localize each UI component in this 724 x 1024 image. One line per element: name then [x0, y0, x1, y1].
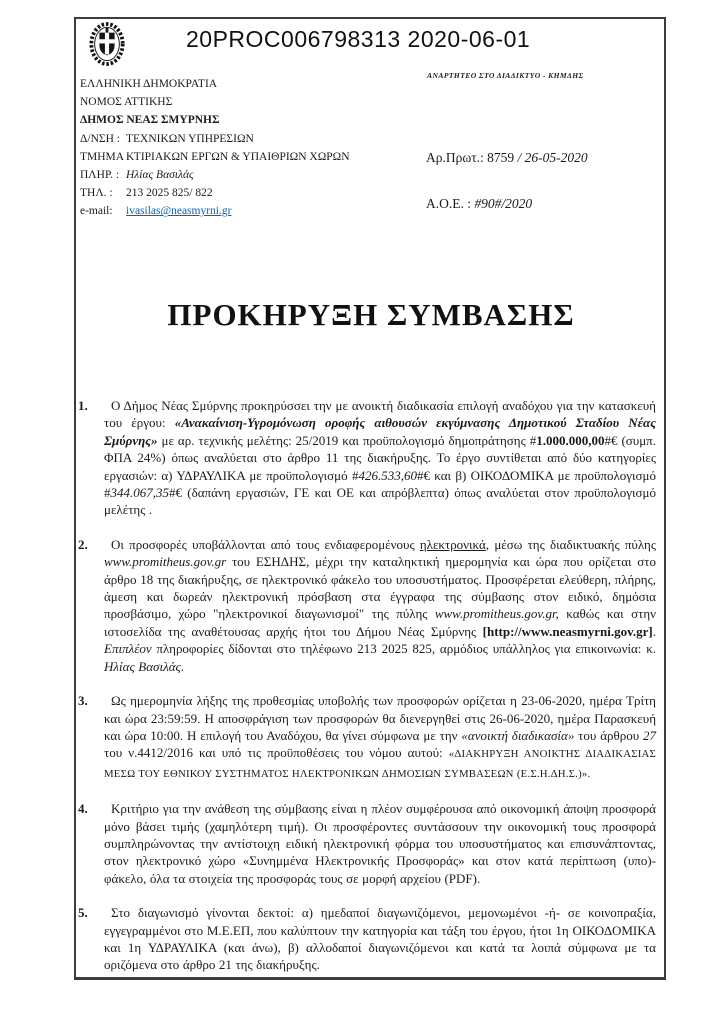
paragraph-list: [78, 397, 656, 991]
contact-label: ΠΛΗΡ. :: [80, 169, 120, 182]
paragraph: [78, 904, 656, 974]
email-link[interactable]: ivasilas@neasmyrni.gr: [126, 205, 232, 218]
paragraph: [78, 692, 656, 783]
letterhead-directorate: [80, 130, 410, 148]
email-label: e-mail:: [80, 205, 113, 218]
paragraph-text: Στο διαγωνισμό γίνονται δεκτοί: α) ημεδαποί διαγωνιζόμενοι, μεμονωμένοι -ή- σε κοινοπραξία, εγγεγραμμένοι στο Μ.Ε.ΕΠ, που καλύπτουν την κατηγορία και τάξη του έργου, ήτοι 1η ΟΙΚΟΔΟΜΙΚΑ και 1η ΥΔΡΑΥΛΙΚΑ (και άνω), β) αλλοδαποί διαγωνιζόμενοι και κατά τα λοιπά σύμφωνα με τα οριζόμενα στο άρθρο 21 της διακήρυξης.: [104, 905, 656, 973]
paragraph-text: Κριτήριο για την ανάθεση της σύμβασης είναι η πλέον συμφέρουσα από οικονομική άποψη προσφορά μόνο βάσει τιμής (χαμηλότερη τιμή). Οι προσφέροντες συντάσσουν την οικονομική τους προσφορά συμπληρώνοντας την αντίστοιχη ειδική ηλεκτρονική φόρμα του υποσυστήματος και επισυνάπτοντας, στον ηλεκτρονικό χώρο «Συνημμένα Ηλεκτρονικής Προσφοράς» και στον κατά περίπτωση (υπο)-φάκελο, όλα τα στοιχεία της προσφοράς τους σε μορφή αρχείου (PDF).: [104, 801, 656, 886]
paragraph-text: Ο Δήμος Νέας Σμύρνης προκηρύσσει την με ανοικτή διαδικασία επιλογή αναδόχου για την κατασκευή του έργου: «Ανακαίνιση-Υγρομόνωση οροφής αιθουσών εκγύμνασης Δημοτικού Σταδίου Νέας Σμύρνης» με αρ. τεχνικής μελέτης: 25/2019 και προϋπολογισμό δημοπράτησης #1.000.000,00#€ (συμπ. ΦΠΑ 24%) όπως αναλύεται στο άρθρο 11 της διακήρυξης. Το έργο συντίθεται από δύο κατηγορίες εργασιών: α) ΥΔΡΑΥΛΙΚΑ με προϋπολογισμό #426.533,60#€ και β) ΟΙΚΟΔΟΜΙΚΑ με προϋπολογισμό #344.067,35#€ (δαπάνη εργασιών, ΓΕ και ΟΕ και απρόβλεπτα) όπως αναλύεται στον προϋπολογισμό μελέτης .: [104, 398, 656, 518]
letterhead-department: [80, 148, 410, 166]
letterhead: [80, 75, 410, 221]
contact-value: Ηλίας Βασιλάς: [126, 169, 194, 182]
paragraph-number: 1.: [78, 398, 88, 413]
protocol-label: Αρ.Πρωτ.:: [426, 150, 484, 165]
paragraph-text: Ως ημερομηνία λήξης της προθεσμίας υποβολής των προσφορών ορίζεται η 23-06-2020, ημέρα Τρίτη και ώρα 23:59:59. Η αποσφράγιση των προσφορών θα διενεργηθεί στις 26-06-2020, ημέρα Παρασκευή και ώρα 10:00. Η επιλογή του Αναδόχου, θα γίνει σύμφωνα με την «ανοικτή διαδικασία» του άρθρου 27 του ν.4412/2016 και υπό τις προϋποθέσεις του νόμου αυτού: «ΔΙΑΚΗΡΥΞΗ ΑΝΟΙΚΤΗΣ ΔΙΑΔΙΚΑΣΙΑΣ ΜΕΣΩ ΤΟΥ ΕΘΝΙΚΟΥ ΣΥΣΤΗΜΑΤΟΣ ΗΛΕΚΤΡΟΝΙΚΩΝ ΔΗΜΟΣΙΩΝ ΣΥΜΒΑΣΕΩΝ (Ε.Σ.Η.ΔΗ.Σ.)».: [104, 693, 656, 780]
phone-value: 213 2025 825/ 822: [126, 187, 213, 200]
posting-notice: ΑΝΑΡΤΗΤΕΟ ΣΤΟ ΔΙΑΔΙΚΤΥΟ - ΚΗΜΔΗΣ: [427, 71, 584, 80]
greek-coat-of-arms-icon: [88, 20, 126, 68]
paragraph: [78, 397, 656, 519]
page-title: ΠΡΟΚΗΡΥΞΗ ΣΥΜΒΑΣΗΣ: [167, 297, 575, 332]
letterhead-prefecture: ΝΟΜΟΣ ΑΤΤΙΚΗΣ: [80, 96, 173, 109]
paragraph-number: 5.: [78, 905, 88, 921]
decision-value: #90#/2020: [471, 196, 533, 211]
ada-registry-number: 20PROC006798313 2020-06-01: [186, 26, 531, 52]
protocol-line: [426, 150, 588, 166]
letterhead-country: ΕΛΛΗΝΙΚΗ ΔΗΜΟΚΡΑΤΙΑ: [80, 78, 218, 90]
letterhead-email: [80, 202, 410, 220]
paragraph-text: Οι προσφορές υποβάλλονται από τους ενδιαφερομένους ηλεκτρονικά, μέσω της διαδικτυακής πύλης www.promitheus.gov.gr του ΕΣΗΔΗΣ, μέχρι την καταληκτική ημερομηνία και ώρα που ορίζεται στο άρθρο 18 της διακήρυξης, σε ηλεκτρονικό φάκελο του υποσυστήματος. Προσφέρεται ελεύθερη, πλήρης, άμεση και δωρεάν ηλεκτρονική πρόσβαση στα έγγραφα της σύμβασης στον ειδικό, δημόσια προσβάσιμο, χώρο "ηλεκτρονικοί διαγωνισμοί" της πύλης www.promitheus.gov.gr, καθώς και στην ιστοσελίδα της αναθέτουσας αρχής ήτοι του Δήμου Νέας Σμύρνης [http://www.neasmyrni.gov.gr]. Επιπλέον πληροφορίες δίδονται στο τηλέφωνο 213 2025 825, αρμόδιος υπάλληλος για επικοινωνία: κ. Ηλίας Βασιλάς.: [104, 536, 656, 674]
phone-label: ΤΗΛ. :: [80, 187, 113, 200]
directorate-label: Δ/ΝΣΗ :: [80, 132, 120, 145]
paragraph-number: 3.: [78, 693, 88, 709]
department-label: ΤΜΗΜΑ :: [80, 150, 130, 163]
paragraph: [78, 800, 656, 887]
protocol-date: / 26-05-2020: [517, 150, 588, 165]
department-value: ΚΤΙΡΙΑΚΩΝ ΕΡΓΩΝ & ΥΠΑΙΘΡΙΩΝ ΧΩΡΩΝ: [126, 150, 350, 163]
decision-label: Α.Ο.Ε. :: [426, 196, 471, 211]
paragraph: [78, 536, 656, 675]
directorate-value: ΤΕΧΝΙΚΩΝ ΥΠΗΡΕΣΙΩΝ: [126, 132, 254, 145]
decision-line: [426, 196, 532, 212]
paragraph-number: 4.: [78, 801, 88, 817]
letterhead-municipality: ΔΗΜΟΣ ΝΕΑΣ ΣΜΥΡΝΗΣ: [80, 114, 220, 127]
paragraph-number: 2.: [78, 536, 88, 552]
protocol-number: 8759: [483, 150, 518, 165]
letterhead-contact: [80, 166, 410, 184]
letterhead-phone: [80, 184, 410, 202]
